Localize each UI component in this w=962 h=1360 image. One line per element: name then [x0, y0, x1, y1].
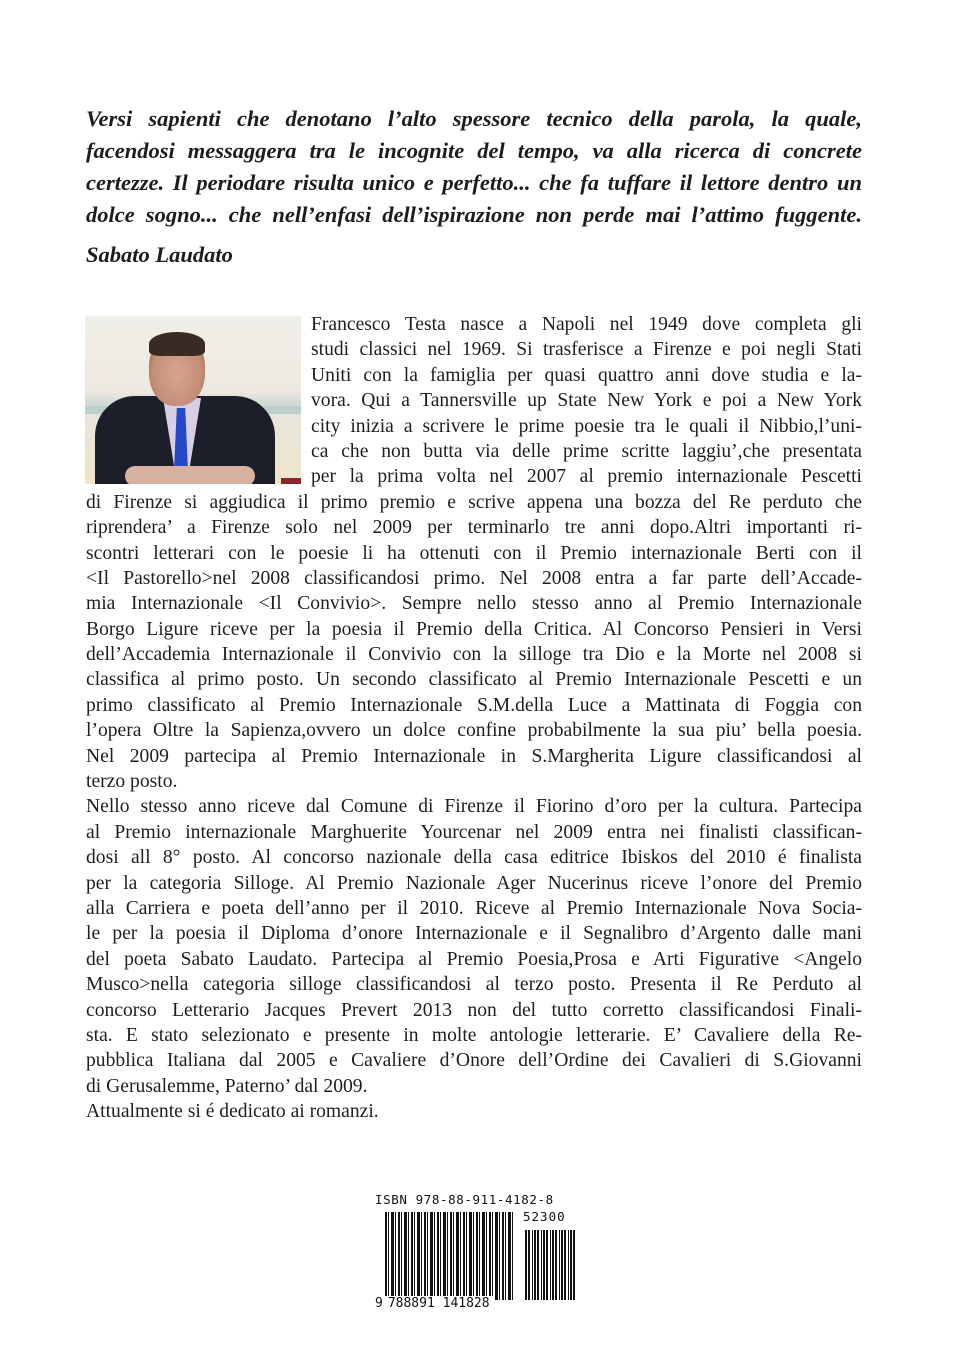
price-code: 52300	[523, 1209, 566, 1224]
bio-line: alla Carriera e poeta dell’anno per il 2010. Riceve al Premio Internazionale Nova Socia-	[86, 897, 862, 919]
bio-line: l’opera Oltre la Sapienza,ovvero un dolce confine probabilmente la sua piu’ bella poesia.	[86, 720, 862, 742]
bio-line: pubblica Italiana dal 2005 e Cavaliere d’Onore dell’Ordine dei Cavalieri di S.Giovanni	[86, 1050, 862, 1072]
bio-line: primo classificato al Premio Internazionale S.M.della Luce a Mattinata di Foggia con	[86, 694, 862, 716]
bio-line: al Premio internazionale Marghuerite Yourcenar nel 2009 entra nei finalisti classifican-	[86, 821, 862, 843]
isbn-label: ISBN 978-88-911-4182-8	[375, 1192, 554, 1207]
barcode-bars	[385, 1212, 515, 1300]
bio-line: vora. Qui a Tannersville up State New York e poi a New York	[311, 390, 862, 412]
barcode-digits	[375, 1296, 494, 1311]
bio-line: riprendera’ a Firenze solo nel 2009 per terminarlo tre anni dopo.Altri importanti ri-	[86, 517, 862, 539]
bio-line: per la categoria Silloge. Al Premio Nazionale Ager Nucerinus riceve l’onore del Premio	[86, 872, 862, 894]
bio-line: Borgo Ligure riceve per la poesia il Premio della Critica. Al Concorso Pensieri in Versi	[86, 618, 862, 640]
bio-line: Musco>nella categoria silloge classificandosi al terzo posto. Presenta il Re Perduto al	[86, 974, 862, 996]
bio-line: sta. E stato selezionato e presente in molte antologie letterarie. E’ Cavaliere della Re-	[86, 1024, 862, 1046]
bio-line: le per la poesia il Diploma d’onore Internazionale e il Segnalibro d’Argento dalle mani	[86, 923, 862, 945]
quote-line: dolce sogno... che nell’enfasi dell’ispirazione non perde mai l’attimo fuggente.	[86, 202, 862, 227]
bio-line: studi classici nel 1969. Si trasferisce a Firenze e poi negli Stati	[311, 339, 862, 361]
addon-barcode-bars	[525, 1230, 577, 1300]
bio-line: scontri letterari con le poesie li ha ottenuti con il Premio internazionale Berti con il	[86, 542, 862, 564]
bio-line: <Il Pastorello>nel 2008 classificandosi primo. Nel 2008 entra a far parte dell’Accade-	[86, 567, 862, 589]
bio-line: mia Internazionale <Il Convivio>. Sempre nello stesso anno al Premio Internazionale	[86, 593, 862, 615]
quote-line: certezze. Il periodare risulta unico e perfetto... che fa tuffare il lettore dentro un	[86, 170, 862, 195]
bio-line: terzo posto.	[86, 771, 178, 793]
author-biography	[86, 312, 862, 1125]
bio-line: Nello stesso anno riceve dal Comune di Firenze il Fiorino d’oro per la cultura. Partecipa	[86, 796, 862, 818]
bio-line: dell’Accademia Internazionale il Convivio con la silloge tra Dio e la Morte nel 2008 si	[86, 644, 862, 666]
barcode-digit-groups: 788891 141828	[387, 1296, 490, 1311]
bio-line: Nel 2009 partecipa al Premio Internazionale in S.Margherita Ligure classificandosi al	[86, 745, 862, 767]
bio-line: Uniti con la famiglia per quasi quattro anni dove studia e la-	[311, 364, 862, 386]
bio-line: concorso Letterario Jacques Prevert 2013 non del tutto corretto classificandosi Finali-	[86, 999, 862, 1021]
quote-line: facendosi messaggera tra le incognite del tempo, va alla ricerca di concrete	[86, 138, 862, 163]
bio-line: di Firenze si aggiudica il primo premio e scrive appena una bozza del Re perduto che	[86, 491, 862, 513]
bio-line: Attualmente si é dedicato ai romanzi.	[86, 1101, 379, 1123]
bio-line: classifica al primo posto. Un secondo classificato al Premio Internazionale Pescetti e un	[86, 669, 862, 691]
bio-line: Francesco Testa nasce a Napoli nel 1949 dove completa gli	[311, 314, 862, 335]
barcode-first-digit: 9	[375, 1296, 386, 1311]
quote-author: Sabato Laudato	[86, 242, 233, 267]
bio-line: di Gerusalemme, Paterno’ dal 2009.	[86, 1075, 368, 1097]
bio-line: dosi all 8° posto. Al concorso nazionale della casa editrice Ibiskos del 2010 é finalista	[86, 847, 862, 869]
bio-line: del poeta Sabato Laudato. Partecipa al Premio Poesia,Prosa e Arti Figurative <Angelo	[86, 948, 862, 970]
bio-line: city inizia a scrivere le prime poesie tra le quali il Nibbio,l’uni-	[311, 415, 862, 437]
quote-line: Versi sapienti che denotano l’alto spessore tecnico della parola, la quale,	[86, 106, 862, 131]
review-quote	[86, 103, 862, 231]
isbn-barcode	[373, 1192, 578, 1317]
bio-line: per la prima volta nel 2007 al premio internazionale Pescetti	[311, 466, 862, 488]
bio-line: ca che non butta via delle prime scritte laggiu’,che presentata	[311, 440, 862, 462]
